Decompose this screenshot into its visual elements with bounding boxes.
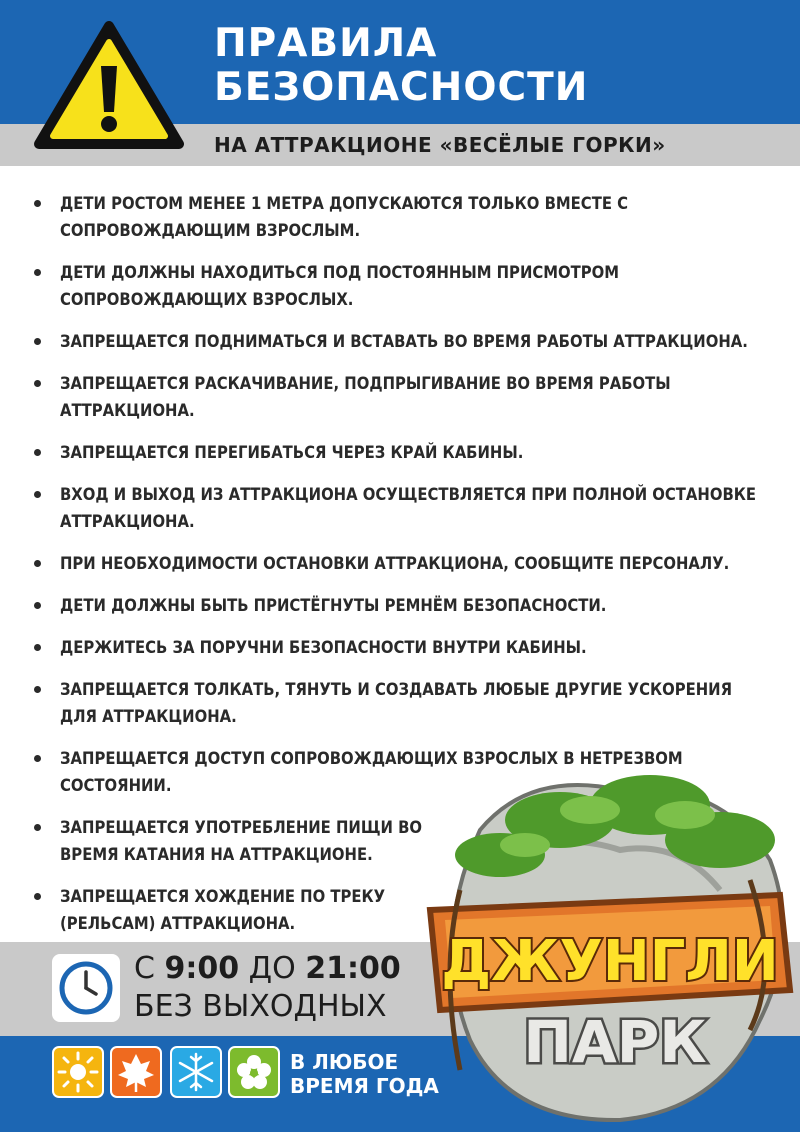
bullet-icon	[34, 449, 41, 456]
list-item: ПРИ НЕОБХОДИМОСТИ ОСТАНОВКИ АТТРАКЦИОНА, СООБЩИТЕ ПЕРСОНАЛУ.	[30, 550, 760, 577]
page-subtitle: НА АТТРАКЦИОНЕ «ВЕСЁЛЫЕ ГОРКИ»	[214, 133, 666, 157]
warning-icon	[34, 20, 184, 150]
bullet-icon	[34, 269, 41, 276]
bullet-icon	[34, 200, 41, 207]
bullet-icon	[34, 893, 41, 900]
list-item: ВХОД И ВЫХОД ИЗ АТТРАКЦИОНА ОСУЩЕСТВЛЯЕТСЯ ПРИ ПОЛНОЙ ОСТАНОВКЕ АТТРАКЦИОНА.	[30, 481, 760, 535]
bullet-icon	[34, 755, 41, 762]
title-line-2: БЕЗОПАСНОСТИ	[214, 65, 589, 110]
close-time: 21:00	[305, 951, 401, 986]
bullet-icon	[34, 602, 41, 609]
leaf-icon	[110, 1046, 162, 1098]
bullet-icon	[34, 644, 41, 651]
list-item: ДЕТИ ДОЛЖНЫ НАХОДИТЬСЯ ПОД ПОСТОЯННЫМ ПРИСМОТРОМ СОПРОВОЖДАЮЩИХ ВЗРОСЛЫХ.	[30, 259, 760, 313]
bullet-icon	[34, 380, 41, 387]
title-line-1: ПРАВИЛА	[214, 21, 438, 66]
list-item: ЗАПРЕЩАЕТСЯ ПОДНИМАТЬСЯ И ВСТАВАТЬ ВО ВРЕМЯ РАБОТЫ АТТРАКЦИОНА.	[30, 328, 760, 355]
any-season-label: В ЛЮБОЕ ВРЕМЯ ГОДА	[290, 1050, 439, 1098]
list-item: ДЕРЖИТЕСЬ ЗА ПОРУЧНИ БЕЗОПАСНОСТИ ВНУТРИ КАБИНЫ.	[30, 634, 760, 661]
page-title	[214, 22, 588, 110]
list-item: ЗАПРЕЩАЕТСЯ ПЕРЕГИБАТЬСЯ ЧЕРЕЗ КРАЙ КАБИНЫ.	[30, 439, 760, 466]
bullet-icon	[34, 824, 41, 831]
list-item: ЗАПРЕЩАЕТСЯ РАСКАЧИВАНИЕ, ПОДПРЫГИВАНИЕ ВО ВРЕМЯ РАБОТЫ АТТРАКЦИОНА.	[30, 370, 760, 424]
bullet-icon	[34, 560, 41, 567]
list-item: ЗАПРЕЩАЕТСЯ УПОТРЕБЛЕНИЕ ПИЩИ ВО ВРЕМЯ КАТАНИЯ НА АТТРАКЦИОНЕ.	[30, 814, 440, 868]
jungle-park-logo	[420, 770, 800, 1132]
clock-icon	[52, 954, 120, 1022]
open-time: 9:00	[164, 951, 240, 986]
sun-icon	[52, 1046, 104, 1098]
snowflake-icon	[170, 1046, 222, 1098]
flower-icon	[228, 1046, 280, 1098]
logo-text-jungle: ДЖУНГЛИ	[441, 929, 779, 994]
working-days: БЕЗ ВЫХОДНЫХ	[134, 989, 387, 1024]
bullet-icon	[34, 491, 41, 498]
list-item: ЗАПРЕЩАЕТСЯ ДОСТУП СОПРОВОЖДАЮЩИХ ВЗРОСЛЫХ В НЕТРЕЗВОМ СОСТОЯНИИ.	[30, 745, 760, 799]
list-item: ЗАПРЕЩАЕТСЯ ХОЖДЕНИЕ ПО ТРЕКУ (РЕЛЬСАМ) АТТРАКЦИОНА.	[30, 883, 440, 937]
list-item: ДЕТИ ДОЛЖНЫ БЫТЬ ПРИСТЁГНУТЫ РЕМНЁМ БЕЗОПАСНОСТИ.	[30, 592, 760, 619]
list-item: ДЕТИ РОСТОМ МЕНЕЕ 1 МЕТРА ДОПУСКАЮТСЯ ТОЛЬКО ВМЕСТЕ С СОПРОВОЖДАЮЩИМ ВЗРОСЛЫМ.	[30, 190, 760, 244]
opening-hours: С 9:00 ДО 21:00	[134, 951, 401, 986]
bullet-icon	[34, 338, 41, 345]
bullet-icon	[34, 686, 41, 693]
list-item: ЗАПРЕЩАЕТСЯ ТОЛКАТЬ, ТЯНУТЬ И СОЗДАВАТЬ ЛЮБЫЕ ДРУГИЕ УСКОРЕНИЯ ДЛЯ АТТРАКЦИОНА.	[30, 676, 760, 730]
logo-text-park: ПАРК	[523, 1008, 707, 1076]
